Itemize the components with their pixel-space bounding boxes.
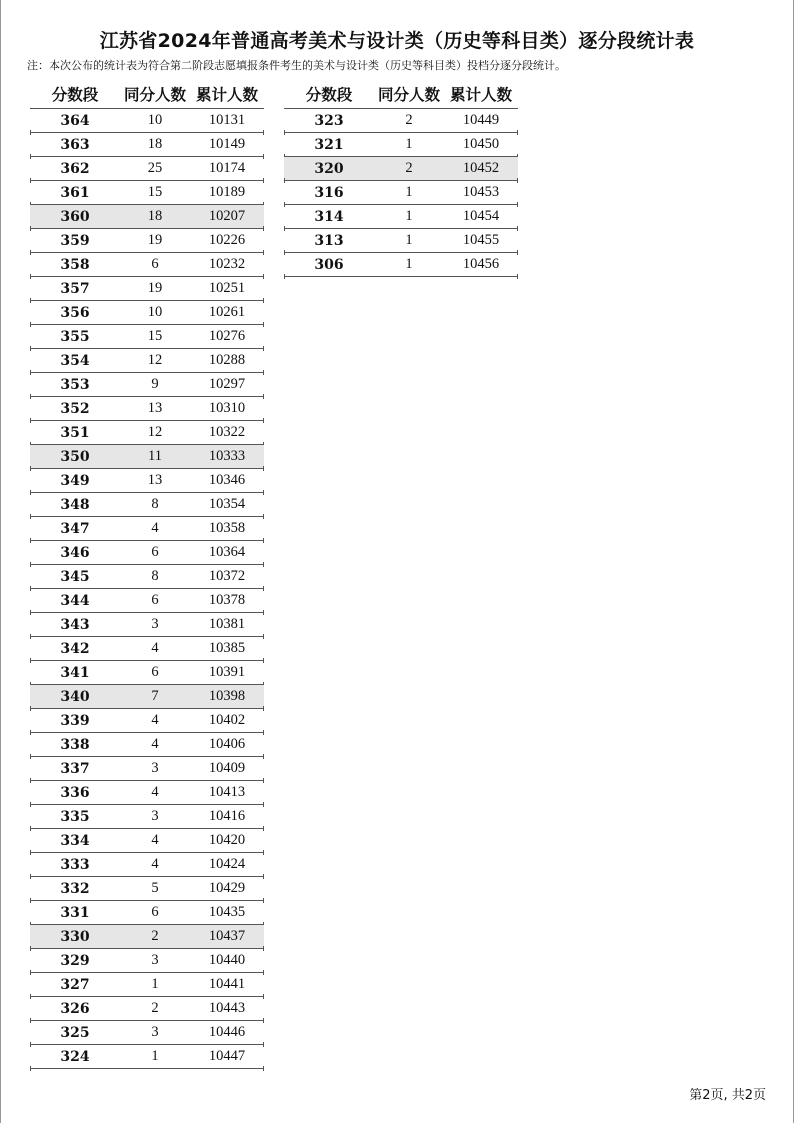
count-cell: 8 bbox=[151, 496, 159, 512]
cumulative-cell: 10261 bbox=[208, 304, 246, 320]
table-row bbox=[30, 205, 264, 229]
table-row bbox=[30, 661, 264, 685]
table-row bbox=[30, 853, 264, 877]
count-cell: 4 bbox=[151, 832, 159, 848]
table-row bbox=[284, 229, 518, 253]
cumulative-cell: 10232 bbox=[208, 256, 246, 272]
header-cumulative: 累计人数 bbox=[195, 86, 258, 104]
table-row bbox=[30, 349, 264, 373]
count-cell: 1 bbox=[405, 256, 413, 272]
cumulative-cell: 10429 bbox=[208, 880, 246, 896]
table-row bbox=[30, 445, 264, 469]
cumulative-cell: 10378 bbox=[208, 592, 246, 608]
count-cell: 1 bbox=[405, 136, 413, 152]
cumulative-cell: 10406 bbox=[208, 736, 246, 752]
table-row bbox=[30, 541, 264, 565]
count-cell: 15 bbox=[147, 328, 163, 344]
table-row bbox=[30, 421, 264, 445]
table-row bbox=[30, 181, 264, 205]
cumulative-cell: 10409 bbox=[208, 760, 246, 776]
table-row bbox=[30, 469, 264, 493]
count-cell: 1 bbox=[151, 1048, 159, 1064]
cumulative-cell: 10149 bbox=[208, 136, 246, 152]
header-count: 同分人数 bbox=[377, 86, 440, 104]
table-row bbox=[30, 877, 264, 901]
count-cell: 1 bbox=[405, 208, 413, 224]
count-cell: 11 bbox=[148, 448, 162, 464]
table-row bbox=[30, 493, 264, 517]
score-cell: 341 bbox=[60, 664, 90, 681]
table-row bbox=[30, 637, 264, 661]
cumulative-cell: 10447 bbox=[208, 1048, 246, 1064]
count-cell: 10 bbox=[147, 112, 163, 128]
table-row bbox=[30, 781, 264, 805]
count-cell: 4 bbox=[151, 712, 159, 728]
cumulative-cell: 10226 bbox=[208, 232, 246, 248]
table-row bbox=[30, 157, 264, 181]
score-cell: 342 bbox=[60, 640, 90, 657]
score-cell: 361 bbox=[60, 184, 90, 201]
cumulative-cell: 10372 bbox=[208, 568, 246, 584]
score-cell: 323 bbox=[314, 112, 344, 129]
score-cell: 346 bbox=[60, 544, 90, 561]
count-cell: 1 bbox=[151, 976, 159, 992]
cumulative-cell: 10322 bbox=[208, 424, 246, 440]
score-cell: 333 bbox=[60, 856, 90, 873]
score-cell: 349 bbox=[60, 472, 90, 489]
count-cell: 2 bbox=[151, 928, 159, 944]
table-row bbox=[30, 973, 264, 997]
header-score: 分数段 bbox=[305, 86, 353, 104]
table-row bbox=[284, 205, 518, 229]
score-cell: 339 bbox=[60, 712, 90, 729]
cumulative-cell: 10413 bbox=[208, 784, 246, 800]
score-cell: 313 bbox=[314, 232, 344, 249]
count-cell: 12 bbox=[147, 424, 163, 440]
score-cell: 360 bbox=[60, 208, 90, 225]
cumulative-cell: 10455 bbox=[462, 232, 500, 248]
table-row bbox=[284, 109, 518, 133]
score-cell: 316 bbox=[314, 184, 344, 201]
table-row bbox=[30, 565, 264, 589]
count-cell: 6 bbox=[151, 256, 159, 272]
table-row bbox=[30, 613, 264, 637]
count-cell: 3 bbox=[151, 952, 159, 968]
score-cell: 355 bbox=[60, 328, 90, 345]
table-row bbox=[30, 517, 264, 541]
page-border-left bbox=[0, 0, 1, 1123]
table-row bbox=[30, 949, 264, 973]
table-row bbox=[30, 733, 264, 757]
page-number: 第2页, 共2页 bbox=[689, 1088, 766, 1103]
count-cell: 9 bbox=[151, 376, 159, 392]
count-cell: 2 bbox=[405, 112, 413, 128]
cumulative-cell: 10364 bbox=[208, 544, 246, 560]
score-cell: 314 bbox=[314, 208, 344, 225]
cumulative-cell: 10453 bbox=[462, 184, 500, 200]
cumulative-cell: 10391 bbox=[208, 664, 246, 680]
count-cell: 6 bbox=[151, 904, 159, 920]
table-row bbox=[30, 757, 264, 781]
table-row bbox=[284, 253, 518, 277]
count-cell: 18 bbox=[147, 136, 163, 152]
table-row bbox=[30, 229, 264, 253]
cumulative-cell: 10276 bbox=[208, 328, 246, 344]
cumulative-cell: 10398 bbox=[208, 688, 246, 704]
table-row bbox=[30, 253, 264, 277]
table-row bbox=[30, 589, 264, 613]
table-row bbox=[284, 157, 518, 181]
table-header bbox=[30, 80, 264, 109]
cumulative-cell: 10174 bbox=[208, 160, 246, 176]
cumulative-cell: 10346 bbox=[208, 472, 246, 488]
score-cell: 325 bbox=[60, 1024, 90, 1041]
table-row bbox=[30, 301, 264, 325]
score-cell: 329 bbox=[60, 952, 90, 969]
table-row bbox=[284, 133, 518, 157]
score-cell: 358 bbox=[60, 256, 90, 273]
table-row bbox=[30, 901, 264, 925]
count-cell: 4 bbox=[151, 736, 159, 752]
score-cell: 336 bbox=[60, 784, 90, 801]
score-cell: 352 bbox=[60, 400, 90, 417]
cumulative-cell: 10449 bbox=[462, 112, 500, 128]
note-text: 注：本次公布的统计表为符合第二阶段志愿填报条件考生的美术与设计类（历史等科目类）投档分逐分段统计。 bbox=[27, 59, 566, 72]
score-cell: 351 bbox=[60, 424, 90, 441]
table-row bbox=[30, 997, 264, 1021]
cumulative-cell: 10454 bbox=[462, 208, 500, 224]
table-row bbox=[30, 805, 264, 829]
count-cell: 4 bbox=[151, 784, 159, 800]
cumulative-cell: 10333 bbox=[208, 448, 246, 464]
header-score: 分数段 bbox=[51, 86, 99, 104]
score-cell: 335 bbox=[60, 808, 90, 825]
count-cell: 1 bbox=[405, 232, 413, 248]
count-cell: 25 bbox=[147, 160, 163, 176]
count-cell: 4 bbox=[151, 640, 159, 656]
count-cell: 13 bbox=[147, 472, 163, 488]
page-title: 江苏省2024年普通高考美术与设计类（历史等科目类）逐分段统计表 bbox=[99, 30, 695, 52]
cumulative-cell: 10446 bbox=[208, 1024, 246, 1040]
score-cell: 330 bbox=[60, 928, 90, 945]
score-cell: 359 bbox=[60, 232, 90, 249]
cumulative-cell: 10443 bbox=[208, 1000, 246, 1016]
count-cell: 6 bbox=[151, 592, 159, 608]
score-cell: 324 bbox=[60, 1048, 90, 1065]
cumulative-cell: 10420 bbox=[208, 832, 246, 848]
score-cell: 327 bbox=[60, 976, 90, 993]
cumulative-cell: 10456 bbox=[462, 256, 500, 272]
table-header bbox=[284, 80, 518, 109]
score-cell: 357 bbox=[60, 280, 90, 297]
table-row bbox=[30, 925, 264, 949]
cumulative-cell: 10435 bbox=[208, 904, 246, 920]
count-cell: 19 bbox=[147, 232, 163, 248]
count-cell: 6 bbox=[151, 664, 159, 680]
count-cell: 6 bbox=[151, 544, 159, 560]
score-cell: 353 bbox=[60, 376, 90, 393]
score-cell: 356 bbox=[60, 304, 90, 321]
score-cell: 306 bbox=[314, 256, 344, 273]
cumulative-cell: 10450 bbox=[462, 136, 500, 152]
count-cell: 3 bbox=[151, 1024, 159, 1040]
cumulative-cell: 10440 bbox=[208, 952, 246, 968]
header-count: 同分人数 bbox=[123, 86, 186, 104]
cumulative-cell: 10441 bbox=[208, 976, 246, 992]
score-cell: 362 bbox=[60, 160, 90, 177]
count-cell: 2 bbox=[151, 1000, 159, 1016]
cumulative-cell: 10358 bbox=[208, 520, 246, 536]
count-cell: 7 bbox=[151, 688, 159, 704]
score-cell: 347 bbox=[60, 520, 90, 537]
count-cell: 4 bbox=[151, 856, 159, 872]
count-cell: 2 bbox=[405, 160, 413, 176]
count-cell: 1 bbox=[405, 184, 413, 200]
table-row bbox=[30, 829, 264, 853]
cumulative-cell: 10416 bbox=[208, 808, 246, 824]
header-cumulative: 累计人数 bbox=[449, 86, 512, 104]
score-cell: 331 bbox=[60, 904, 90, 921]
table-row bbox=[30, 1021, 264, 1045]
score-cell: 354 bbox=[60, 352, 90, 369]
cumulative-cell: 10131 bbox=[208, 112, 246, 128]
cumulative-cell: 10251 bbox=[208, 280, 246, 296]
table-row bbox=[30, 373, 264, 397]
table-row bbox=[30, 277, 264, 301]
cumulative-cell: 10402 bbox=[208, 712, 246, 728]
cumulative-cell: 10297 bbox=[208, 376, 246, 392]
count-cell: 15 bbox=[147, 184, 163, 200]
score-cell: 340 bbox=[60, 688, 90, 705]
cumulative-cell: 10189 bbox=[208, 184, 246, 200]
count-cell: 12 bbox=[147, 352, 163, 368]
score-cell: 320 bbox=[314, 160, 344, 177]
score-cell: 345 bbox=[60, 568, 90, 585]
score-cell: 334 bbox=[60, 832, 90, 849]
table-row bbox=[30, 133, 264, 157]
count-cell: 8 bbox=[151, 568, 159, 584]
score-cell: 332 bbox=[60, 880, 90, 897]
table-row bbox=[30, 109, 264, 133]
cumulative-cell: 10310 bbox=[208, 400, 246, 416]
score-cell: 344 bbox=[60, 592, 90, 609]
score-cell: 321 bbox=[314, 136, 344, 153]
table-row bbox=[30, 709, 264, 733]
cumulative-cell: 10207 bbox=[208, 208, 246, 224]
score-cell: 337 bbox=[60, 760, 90, 777]
table-row bbox=[284, 181, 518, 205]
cumulative-cell: 10354 bbox=[208, 496, 246, 512]
count-cell: 18 bbox=[147, 208, 163, 224]
score-cell: 348 bbox=[60, 496, 90, 513]
count-cell: 10 bbox=[147, 304, 163, 320]
count-cell: 3 bbox=[151, 808, 159, 824]
table-row bbox=[30, 397, 264, 421]
count-cell: 3 bbox=[151, 760, 159, 776]
cumulative-cell: 10288 bbox=[208, 352, 246, 368]
score-cell: 338 bbox=[60, 736, 90, 753]
count-cell: 19 bbox=[147, 280, 163, 296]
cumulative-cell: 10385 bbox=[208, 640, 246, 656]
score-cell: 343 bbox=[60, 616, 90, 633]
table-row bbox=[30, 685, 264, 709]
count-cell: 3 bbox=[151, 616, 159, 632]
count-cell: 5 bbox=[151, 880, 159, 896]
score-cell: 364 bbox=[60, 112, 90, 129]
cumulative-cell: 10437 bbox=[208, 928, 246, 944]
table-row bbox=[30, 325, 264, 349]
cumulative-cell: 10424 bbox=[208, 856, 246, 872]
cumulative-cell: 10381 bbox=[208, 616, 246, 632]
score-table-left bbox=[30, 80, 264, 1069]
score-cell: 326 bbox=[60, 1000, 90, 1017]
count-cell: 13 bbox=[147, 400, 163, 416]
cumulative-cell: 10452 bbox=[462, 160, 500, 176]
table-row bbox=[30, 1045, 264, 1069]
score-table-right bbox=[284, 80, 518, 277]
score-cell: 363 bbox=[60, 136, 90, 153]
count-cell: 4 bbox=[151, 520, 159, 536]
score-cell: 350 bbox=[60, 448, 90, 465]
